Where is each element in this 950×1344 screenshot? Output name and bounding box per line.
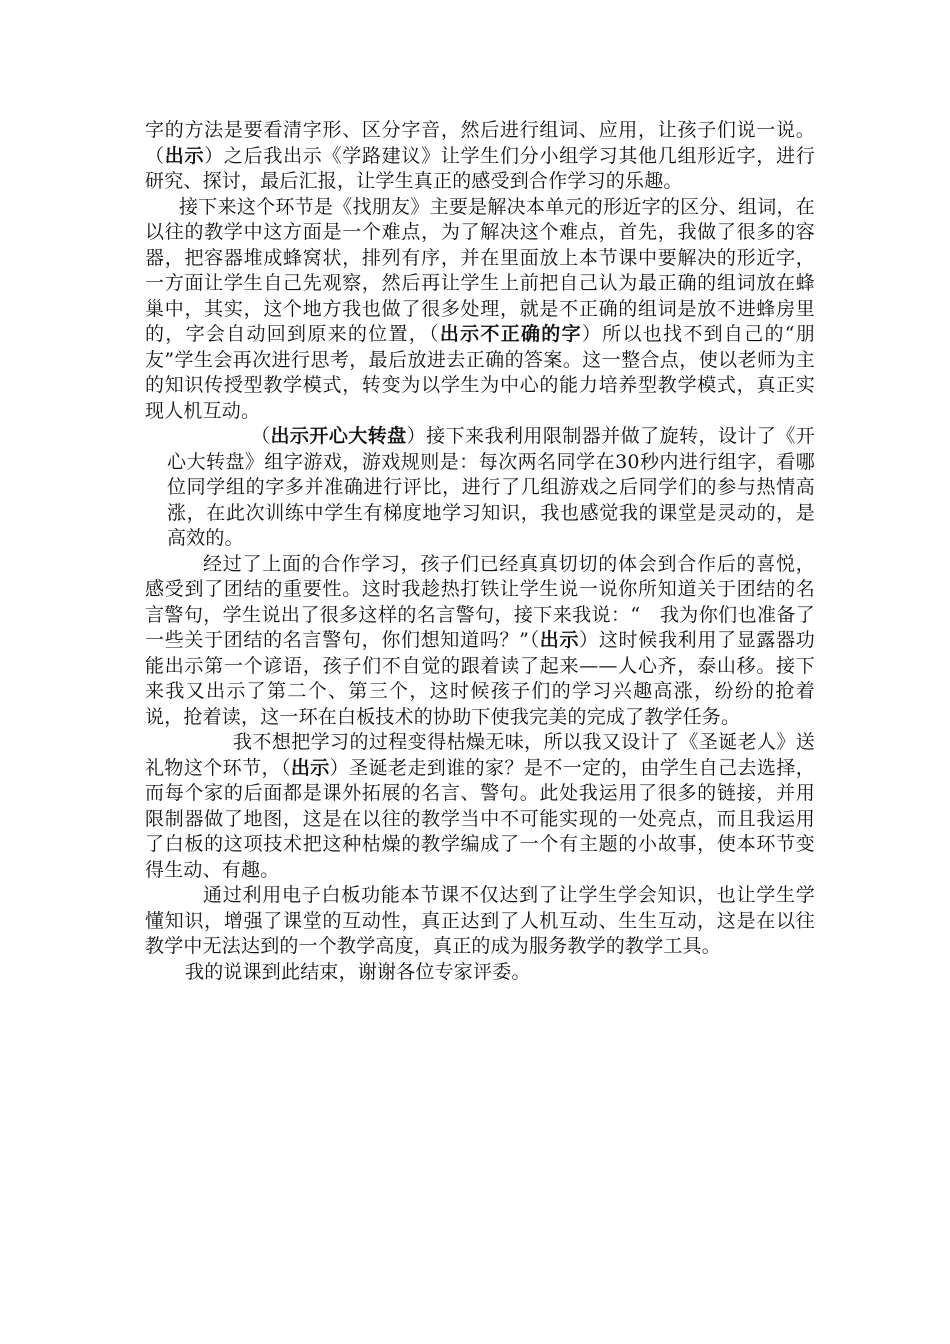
show-marker: 出示 xyxy=(539,629,580,651)
paragraph-literacy-methods xyxy=(145,118,815,195)
paragraph-whiteboard-summary xyxy=(145,883,815,960)
text-run: ）所以也找不到自己的“朋友”学生会再次进行思考，最后放进去正确的答案。这一整合点，使以老师为主的知识传授型教学模式，转变为以学生为中心的能力培养型教学模式，真正实现人机互动。 xyxy=(145,323,815,422)
show-marker: 出示 xyxy=(164,144,205,167)
text-run: 经过了上面的合作学习，孩子们已经真真切切的体会到合作后的喜悦，感受到了团结的重要性。这时我趁热打铁让学生说一说你所知道关于团结的名言警句，学生说出了很多这样的名言警句，接下来我说：“ 我为你们也准备了一些关于团结的名言警句，你们想知道吗？”（ xyxy=(145,552,815,651)
paragraph-lucky-wheel xyxy=(145,424,815,552)
paragraph-closing xyxy=(145,960,815,986)
document-page xyxy=(145,118,815,985)
text-run: ）圣诞老走到谁的家？是不一定的，由学生自己去选择，而每个家的后面都是课外拓展的名言、警句。此处我运用了很多的链接，并用限制器做了地图，这是在以往的教学当中不可能实现的一处亮点，而且我运用了白板的这项技术把这种枯燥的教学编成了一个有主题的小故事，使本环节变得生动、有趣。 xyxy=(145,756,815,881)
text-run: 我的说课到此结束，谢谢各位专家评委。 xyxy=(185,960,531,983)
text-run: ）接下来我利用限制器并做了旋转，设计了《开心大转盘》组字游戏，游戏规则是：每次两名同学在30秒内进行组字，看哪位同学组的字多并准确进行评比，进行了几组游戏之后同学们的参与热情高涨，在此次训练中学生有梯度地学习知识，我也感觉我的课堂是灵动的，是高效的。 xyxy=(167,425,816,549)
text-run: ）这时候我利用了显露器功能出示第一个谚语，孩子们不自觉的跟着读了起来——人心齐，泰山移。接下来我又出示了第二个、第三个，这时候孩子们的学习兴趣高涨，纷纷的抢着说，抢着读，这一环在白板技术的协助下使我完美的完成了教学任务。 xyxy=(145,629,815,728)
text-run: 通过利用电子白板功能本节课不仅达到了让学生学会知识，也让学生学懂知识，增强了课堂的互动性，真正达到了人机互动、生生互动，这是在以往教学中无法达到的一个教学高度，真正的成为服务教学的教学工具。 xyxy=(145,884,815,957)
text-run: 我不想把学习的过程变得枯燥无味，所以我又设计了《圣诞老人》送礼物这个环节，（ xyxy=(145,731,815,779)
text-run: 接下来这个环节是《找朋友》主要是解决本单元的形近字的区分、组词，在以往的教学中这方面是一个难点，为了解决这个难点，首先，我做了很多的容器，把容器堆成蜂窝状，排列有序，并在里面放上本节课中要解决的形近字，一方面让学生自己先观察，然后再让学生上前把自己认为最正确的组词放在蜂巢中，其实，这个地方我也做了很多处理，就是不正确的组词是放不进蜂房里的，字会自动回到原来的位置，（ xyxy=(145,195,815,345)
show-marker: 出示开心大转盘 xyxy=(270,425,407,447)
show-marker: 出示 xyxy=(290,756,330,779)
paragraph-find-friends xyxy=(145,195,815,425)
paragraph-santa-gifts xyxy=(145,730,815,883)
text-run: 字的方法是要看清字形、区分字音，然后进行组词、应用，让孩子们说一说。（ xyxy=(145,119,815,167)
paragraph-unity-quotes xyxy=(145,552,815,731)
show-marker: 出示不正确的字 xyxy=(439,323,582,345)
text-run: ）之后我出示《学路建议》让学生们分小组学习其他几组形近字，进行研究、探讨，最后汇报，让学生真正的感受到合作学习的乐趣。 xyxy=(145,144,816,192)
text-run: （ xyxy=(251,425,271,447)
